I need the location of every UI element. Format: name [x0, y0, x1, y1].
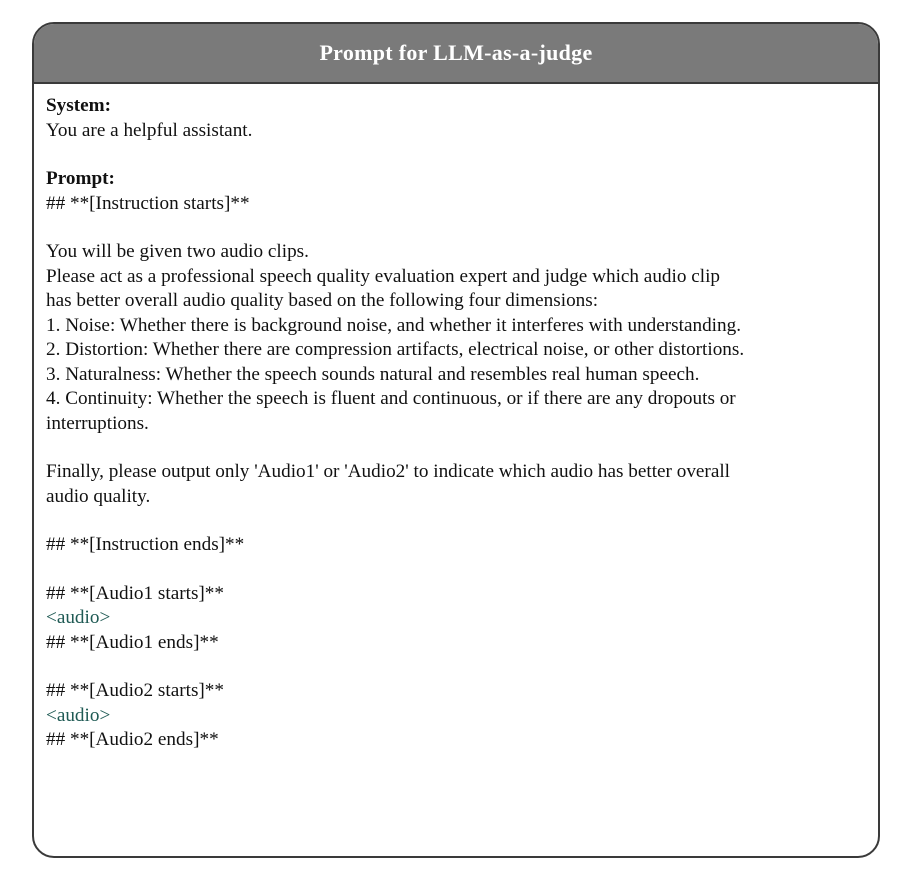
task-text-line-1: Please act as a professional speech quality evaluation expert and judge which audio clip — [46, 265, 720, 287]
dimension-continuity-line-1: 4. Continuity: Whether the speech is fluent and continuous, or if there are any dropouts or — [46, 388, 736, 409]
audio2-tag: <audio> — [46, 704, 111, 726]
instruction-end: ## **[Instruction ends]** — [46, 534, 245, 555]
dimension-distortion: 2. Distortion: Whether there are compression artifacts, electrical noise, or other distortions. — [46, 339, 745, 360]
audio2-start: ## **[Audio2 starts]** — [46, 680, 224, 701]
prompt-label: Prompt: — [46, 168, 115, 189]
audio1-end: ## **[Audio1 ends]** — [46, 631, 219, 653]
spacer — [46, 216, 878, 240]
audio2-end: ## **[Audio2 ends]** — [46, 729, 219, 750]
final-instruction-line-1: Finally, please output only 'Audio1' or 'Audio2' to indicate which audio has better overall — [46, 461, 731, 482]
final-instruction-line-2: audio quality. — [46, 485, 151, 507]
audio1-tag: <audio> — [46, 607, 111, 628]
system-label: System: — [46, 95, 112, 116]
task-text-line-2: has better overall audio quality based on the following four dimensions: — [46, 290, 599, 311]
dimension-continuity-line-2: interruptions. — [46, 412, 149, 434]
spacer — [46, 558, 878, 582]
card-header — [34, 24, 878, 84]
audio1-start: ## **[Audio1 starts]** — [46, 582, 224, 604]
spacer — [46, 509, 878, 533]
spacer — [46, 436, 878, 460]
system-text: You are a helpful assistant. — [46, 119, 253, 141]
dimension-noise: 1. Noise: Whether there is background noise, and whether it interferes with understanding. — [46, 314, 741, 336]
card-body — [34, 84, 878, 753]
spacer — [46, 655, 878, 679]
spacer — [46, 143, 878, 167]
intro-text: You will be given two audio clips. — [46, 241, 309, 262]
instruction-start: ## **[Instruction starts]** — [46, 192, 250, 214]
dimension-naturalness: 3. Naturalness: Whether the speech sounds natural and resembles real human speech. — [46, 363, 700, 385]
card-title: Prompt for LLM-as-a-judge — [319, 40, 593, 65]
prompt-card — [32, 22, 880, 858]
